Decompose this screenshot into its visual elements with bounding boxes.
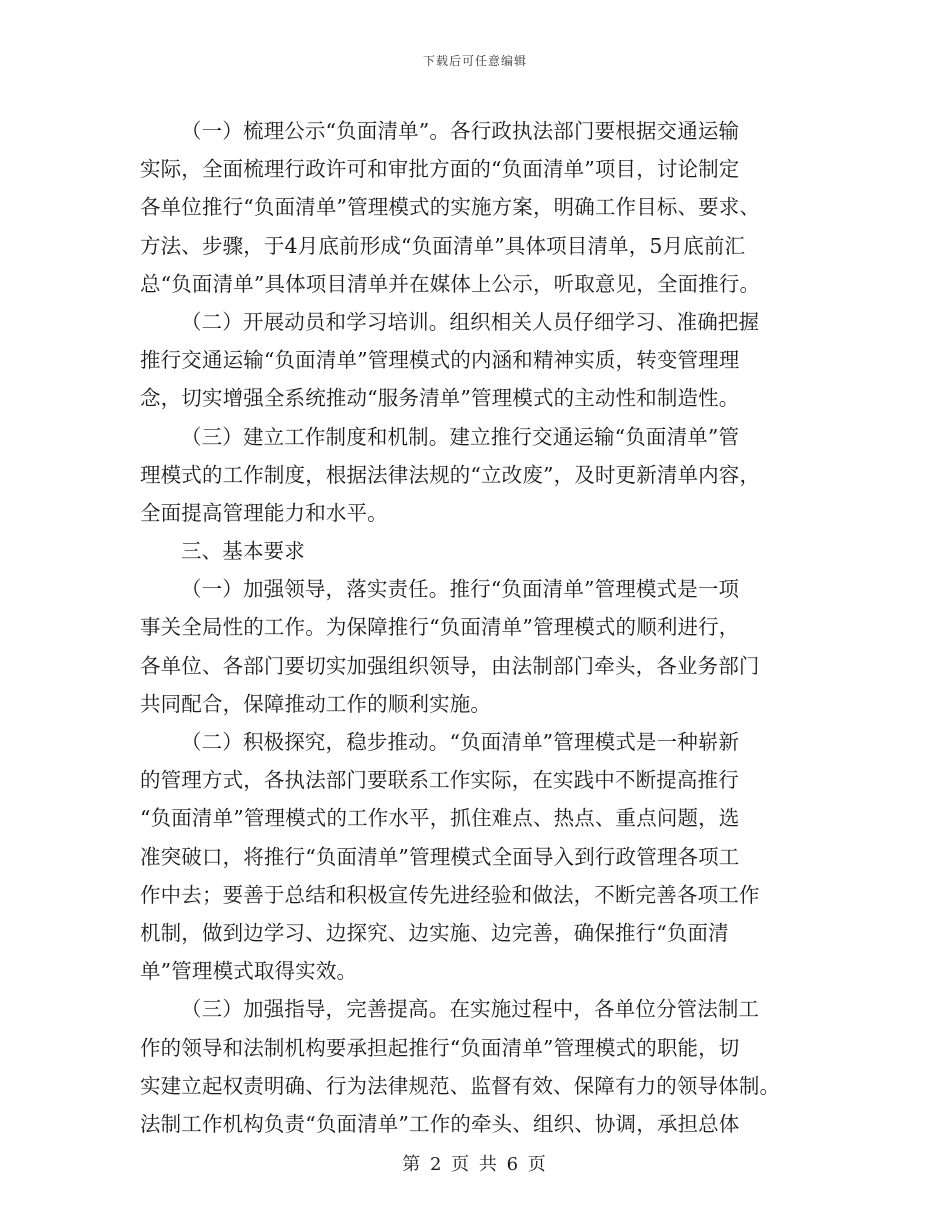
paragraph-line: （一）梳理公示“负面清单”。各行政执法部门要根据交通运输 [181, 119, 740, 143]
paragraph-line: 实建立起权责明确、行为法律规范、监督有效、保障有力的领导体制。 [140, 1073, 781, 1098]
paragraph-line: （三）加强指导，完善提高。在实施过程中，各单位分管法制工 [181, 997, 760, 1022]
paragraph-line: 共同配合，保障推动工作的顺利实施。 [140, 691, 492, 716]
paragraph-line: 事关全局性的工作。为保障推行“负面清单”管理模式的顺利进行， [140, 615, 740, 640]
page-number: 第 2 页 共 6 页 [402, 1154, 548, 1175]
paragraph-line: （二）开展动员和学习培训。组织相关人员仔细学习、准确把握 [181, 309, 760, 334]
paragraph-line: 法制工作机构负责“负面清单”工作的牵头、组织、协调，承担总体 [140, 1111, 740, 1136]
page-header: 下载后可任意编辑 [422, 54, 527, 68]
paragraph-line: 念，切实增强全系统推动“服务清单”管理模式的主动性和制造性。 [140, 386, 740, 411]
paragraph-line: 作的领导和法制机构要承担起推行“负面清单”管理模式的职能，切 [140, 1035, 740, 1060]
paragraph-line: 的管理方式，各执法部门要联系工作实际，在实践中不断提高推行 [140, 768, 739, 793]
paragraph-line: 理模式的工作制度，根据法律法规的“立改废”，及时更新清单内容， [140, 462, 761, 487]
paragraph-line: 全面提高管理能力和水平。 [140, 500, 388, 525]
paragraph-line: （三）建立工作制度和机制。建立推行交通运输“负面清单”管 [181, 424, 740, 449]
paragraph-line: （一）加强领导，落实责任。推行“负面清单”管理模式是一项 [181, 577, 740, 602]
document-body [140, 112, 800, 1143]
paragraph-line: 机制，做到边学习、边探究、边实施、边完善，确保推行“负面清 [140, 920, 729, 945]
paragraph-line: 总“负面清单”具体项目清单并在媒体上公示，听取意见，全面推行。 [140, 271, 761, 296]
section-heading: 三、基本要求 [181, 539, 305, 564]
paragraph-line: 准突破口，将推行“负面清单”管理模式全面导入到行政管理各项工 [140, 844, 740, 869]
paragraph-line: 方法、步骤，于4月底前形成“负面清单”具体项目清单，5月底前汇 [140, 233, 746, 258]
paragraph-line: 作中去；要善于总结和积极宣传先进经验和做法，不断完善各项工作 [140, 882, 760, 907]
paragraph-line: 推行交通运输“负面清单”管理模式的内涵和精神实质，转变管理理 [140, 348, 740, 373]
paragraph-line: 实际，全面梳理行政许可和审批方面的“负面清单”项目，讨论制定 [140, 157, 740, 182]
paragraph-line: “负面清单”管理模式的工作水平，抓住难点、热点、重点问题，选 [140, 806, 740, 831]
paragraph-line: 各单位、各部门要切实加强组织领导，由法制部门牵头，各业务部门 [140, 653, 760, 678]
paragraph-line: 各单位推行“负面清单”管理模式的实施方案，明确工作目标、要求、 [140, 195, 761, 220]
paragraph-line: 单”管理模式取得实效。 [140, 959, 358, 984]
paragraph-line: （二）积极探究，稳步推动。“负面清单”管理模式是一种崭新 [181, 730, 740, 754]
